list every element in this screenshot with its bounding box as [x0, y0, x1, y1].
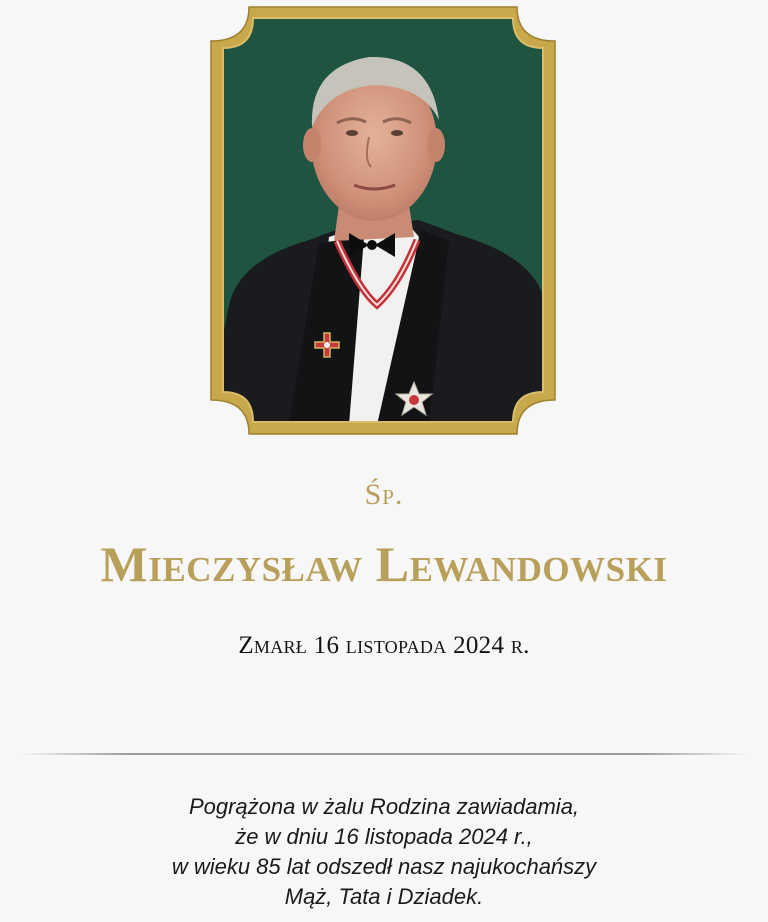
divider [20, 753, 748, 755]
announcement-line: Pogrążona w żalu Rodzina zawiadamia, [188, 794, 580, 819]
announcement-line: w wieku 85 lat odszedł nasz najukochańszy [171, 854, 597, 879]
announcement-line: Mąż, Tata i Dziadek. [284, 884, 484, 909]
announcement-line: że w dniu 16 listopada 2024 r., [235, 824, 533, 849]
death-date-line: Zmarł 16 listopada 2024 r. [238, 632, 530, 659]
portrait-photo [209, 5, 557, 436]
family-announcement [0, 792, 768, 912]
deceased-name: Mieczysław Lewandowski [100, 536, 668, 592]
portrait-frame [209, 5, 557, 436]
deceased-prefix: Śp. [364, 478, 404, 511]
